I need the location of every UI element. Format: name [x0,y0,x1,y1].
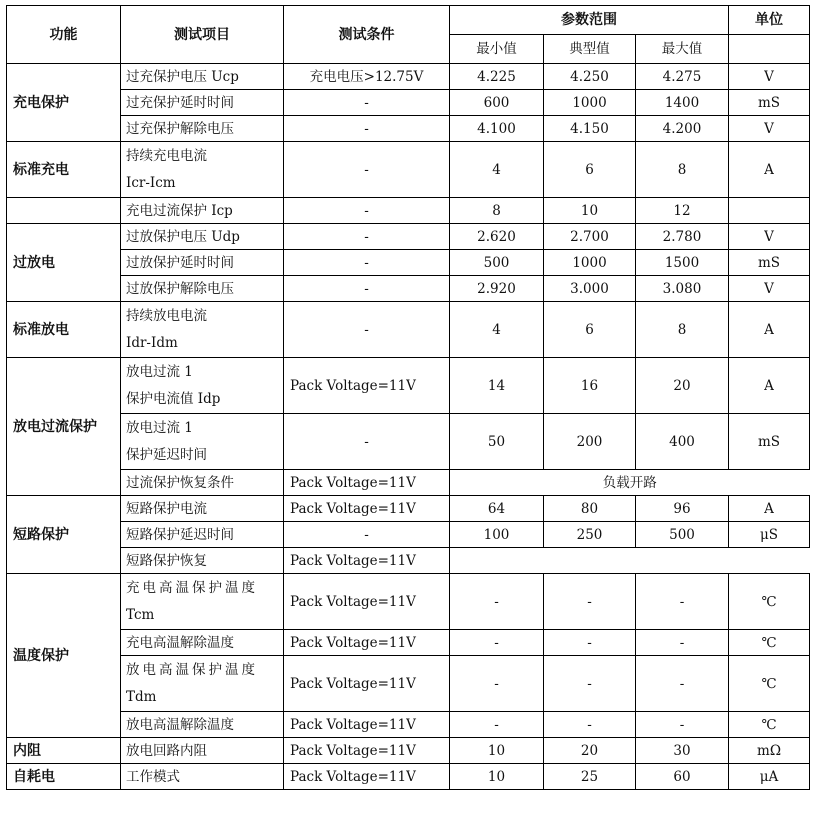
item-cell: 工作模式 [121,764,284,790]
max-cell: 8 [636,142,729,198]
item-line: 持续放电电流 [126,307,207,324]
min-cell: - [450,656,544,712]
typ-cell: 20 [544,738,636,764]
item-cell [121,302,284,358]
condition-cell: - [284,142,450,198]
table-row [7,548,810,574]
max-cell: - [636,656,729,712]
table-row [7,712,810,738]
table-row [7,198,810,224]
typ-cell: 16 [544,358,636,414]
item-line: 放电过流 1 [126,419,193,436]
max-cell: 12 [636,198,729,224]
table-row [7,630,810,656]
max-cell: 4.275 [636,64,729,90]
group-label: 充电保护 [7,64,121,142]
typ-cell: 4.250 [544,64,636,90]
max-cell: - [636,574,729,630]
unit-cell: μS [729,522,810,548]
unit-cell: V [729,276,810,302]
condition-cell: - [284,302,450,358]
table-row [7,414,810,470]
table-row [7,64,810,90]
spec-table [6,5,810,790]
item-line: 放电过流 1 [126,363,193,380]
unit-cell: ℃ [729,574,810,630]
item-cell: 放电回路内阻 [121,738,284,764]
item-cell [121,142,284,198]
min-cell: - [450,630,544,656]
condition-cell: Pack Voltage=11V [284,764,450,790]
header-row [7,6,810,35]
max-cell: 30 [636,738,729,764]
typ-cell: 25 [544,764,636,790]
min-cell: 4 [450,302,544,358]
min-cell: 2.920 [450,276,544,302]
condition-cell: - [284,276,450,302]
unit-cell: V [729,64,810,90]
typ-cell: - [544,712,636,738]
group-label: 放电过流保护 [7,358,121,496]
min-cell: 500 [450,250,544,276]
table-row [7,358,810,414]
condition-cell: - [284,250,450,276]
item-cell: 放电高温解除温度 [121,712,284,738]
condition-cell: Pack Voltage=11V [284,656,450,712]
min-cell: 8 [450,198,544,224]
typ-cell: - [544,630,636,656]
max-cell: 96 [636,496,729,522]
typ-cell: 3.000 [544,276,636,302]
typ-cell: 4.150 [544,116,636,142]
table-row [7,574,810,630]
max-cell: 2.780 [636,224,729,250]
item-line: Idr-Idm [126,334,178,351]
unit-cell: A [729,496,810,522]
unit-cell: ℃ [729,712,810,738]
item-cell [121,656,284,712]
table-row [7,656,810,712]
condition-cell: Pack Voltage=11V [284,358,450,414]
group-label: 标准放电 [7,302,121,358]
item-line: 保护延迟时间 [126,446,207,463]
header-item: 测试项目 [121,6,284,64]
condition-cell: - [284,116,450,142]
item-cell: 短路保护电流 [121,496,284,522]
max-cell: 400 [636,414,729,470]
condition-cell: - [284,90,450,116]
min-cell: 64 [450,496,544,522]
table-row [7,276,810,302]
group-label: 过放电 [7,224,121,302]
max-cell: - [636,712,729,738]
item-line: Tdm [126,688,157,705]
condition-cell: Pack Voltage=11V [284,738,450,764]
min-cell: 4 [450,142,544,198]
unit-cell: A [729,142,810,198]
table-row [7,224,810,250]
min-cell: - [450,712,544,738]
item-cell: 充电高温解除温度 [121,630,284,656]
min-cell: 2.620 [450,224,544,250]
empty-range-cell [450,548,810,574]
group-label: 温度保护 [7,574,121,738]
item-cell: 过充保护延时时间 [121,90,284,116]
typ-cell: - [544,574,636,630]
item-cell: 过放保护延时时间 [121,250,284,276]
unit-cell [729,198,810,224]
item-cell: 过流保护恢复条件 [121,470,284,496]
typ-cell: 6 [544,142,636,198]
typ-cell: 2.700 [544,224,636,250]
group-label: 自耗电 [7,764,121,790]
header-min: 最小值 [450,35,544,64]
header-typ: 典型值 [544,35,636,64]
unit-cell: mS [729,90,810,116]
unit-cell: ℃ [729,656,810,712]
typ-cell: 10 [544,198,636,224]
typ-cell: 1000 [544,250,636,276]
table-row [7,738,810,764]
typ-cell: 200 [544,414,636,470]
typ-cell: 1000 [544,90,636,116]
max-cell: - [636,630,729,656]
unit-cell: μA [729,764,810,790]
min-cell: 4.225 [450,64,544,90]
unit-cell: A [729,358,810,414]
unit-cell: mS [729,414,810,470]
min-cell: 600 [450,90,544,116]
table-row [7,470,810,496]
max-cell: 4.200 [636,116,729,142]
header-condition: 测试条件 [284,6,450,64]
condition-cell: - [284,198,450,224]
item-line: 保护电流值 Idp [126,390,221,407]
group-label: 内阻 [7,738,121,764]
table-row [7,302,810,358]
condition-cell: - [284,224,450,250]
group-label-blank [7,198,121,224]
condition-cell: Pack Voltage=11V [284,630,450,656]
condition-cell: Pack Voltage=11V [284,496,450,522]
unit-cell: ℃ [729,630,810,656]
condition-cell: - [284,522,450,548]
unit-cell: A [729,302,810,358]
table-row [7,142,810,198]
min-cell: 4.100 [450,116,544,142]
table-row [7,764,810,790]
item-cell: 短路保护恢复 [121,548,284,574]
item-cell: 过充保护解除电压 [121,116,284,142]
unit-cell: mΩ [729,738,810,764]
unit-cell: mS [729,250,810,276]
unit-cell: V [729,224,810,250]
item-cell: 过充保护电压 Ucp [121,64,284,90]
table-row [7,496,810,522]
max-cell: 500 [636,522,729,548]
max-cell: 3.080 [636,276,729,302]
min-cell: 14 [450,358,544,414]
min-cell: 50 [450,414,544,470]
condition-cell: Pack Voltage=11V [284,574,450,630]
typ-cell: 6 [544,302,636,358]
typ-cell: - [544,656,636,712]
item-cell [121,574,284,630]
item-cell [121,414,284,470]
group-label: 短路保护 [7,496,121,574]
condition-cell: Pack Voltage=11V [284,548,450,574]
merged-value-cell: 负载开路 [450,470,810,496]
header-max: 最大值 [636,35,729,64]
max-cell: 20 [636,358,729,414]
item-line: 放电高温保护温度 [126,661,258,678]
min-cell: - [450,574,544,630]
table-row [7,90,810,116]
header-function: 功能 [7,6,121,64]
group-label: 标准充电 [7,142,121,198]
item-line: 充电高温保护温度 [126,579,258,596]
max-cell: 60 [636,764,729,790]
header-range: 参数范围 [450,6,729,35]
item-cell: 充电过流保护 Icp [121,198,284,224]
item-cell: 短路保护延迟时间 [121,522,284,548]
item-cell: 过放保护电压 Udp [121,224,284,250]
max-cell: 1400 [636,90,729,116]
item-line: 持续充电电流 [126,147,207,164]
min-cell: 100 [450,522,544,548]
typ-cell: 250 [544,522,636,548]
max-cell: 1500 [636,250,729,276]
table-row [7,250,810,276]
condition-cell: Pack Voltage=11V [284,470,450,496]
condition-cell: Pack Voltage=11V [284,712,450,738]
max-cell: 8 [636,302,729,358]
min-cell: 10 [450,764,544,790]
min-cell: 10 [450,738,544,764]
item-cell [121,358,284,414]
header-unit: 单位 [729,6,810,35]
table-row [7,522,810,548]
header-unit-blank [729,35,810,64]
condition-cell: 充电电压>12.75V [284,64,450,90]
unit-cell: V [729,116,810,142]
item-line: Tcm [126,606,155,623]
typ-cell: 80 [544,496,636,522]
item-line: Icr-Icm [126,174,176,191]
condition-cell: - [284,414,450,470]
table-row [7,116,810,142]
item-cell: 过放保护解除电压 [121,276,284,302]
